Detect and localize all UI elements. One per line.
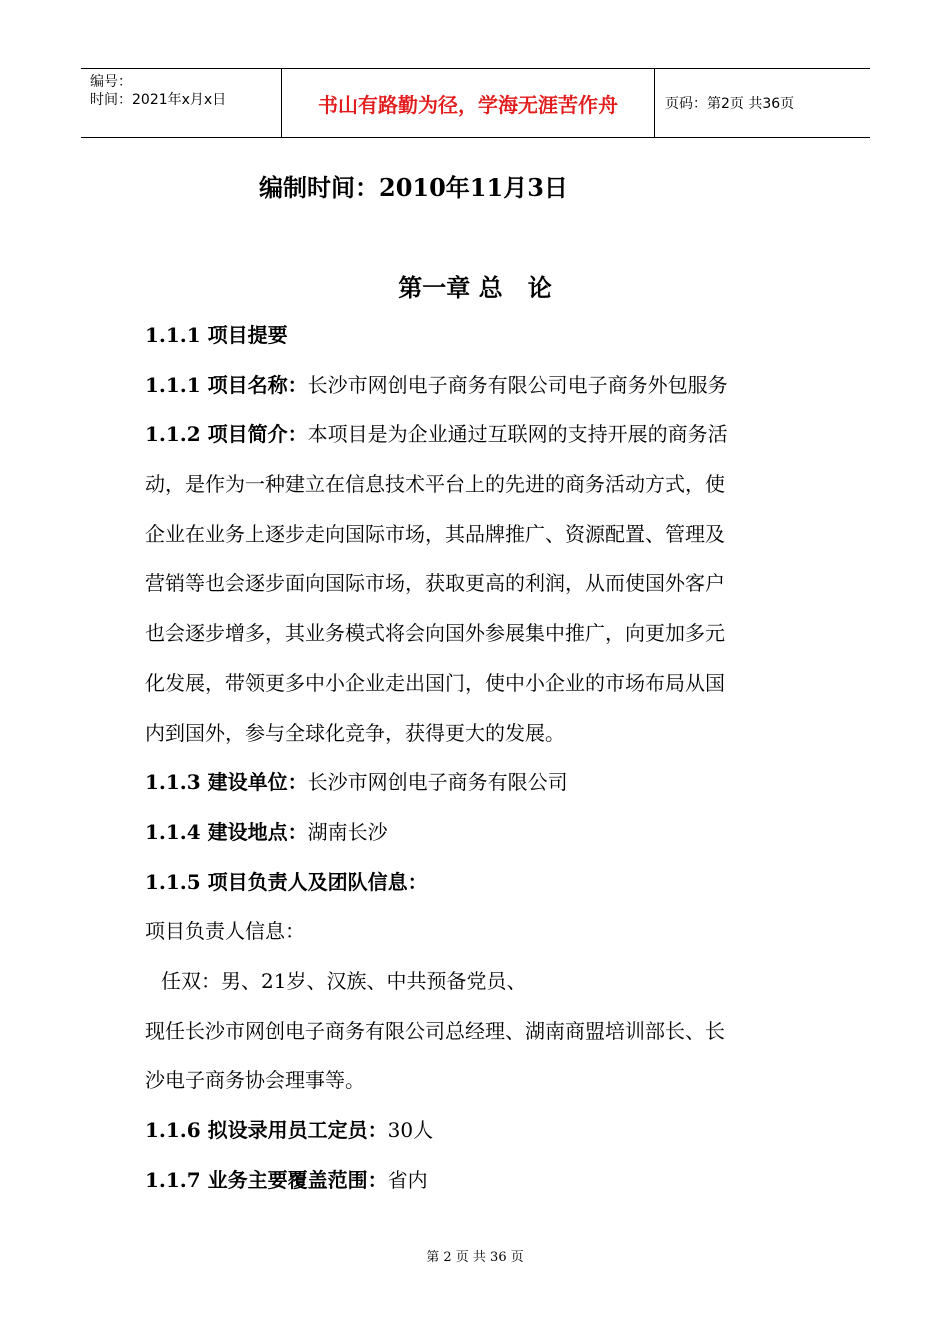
header-page-info: 页码：第2页 共36页: [665, 96, 795, 112]
text-line: [145, 361, 810, 411]
text-line: [145, 1056, 810, 1106]
text-line: [145, 957, 810, 1007]
compile-time: 编制时间：2010年11月3日: [259, 173, 568, 202]
text-line: [145, 460, 810, 510]
line-text: 湖南长沙: [307, 819, 388, 844]
time-label: 时间：2021年x月x日: [90, 92, 227, 108]
line-text: 长沙市网创电子商务有限公司: [307, 770, 568, 795]
line-label: 1.1.2 项目简介：: [145, 422, 308, 447]
line-text: 长沙市网创电子商务有限公司电子商务外包服务: [307, 372, 728, 397]
line-label: 1.1.6 拟设录用员工定员：: [145, 1118, 388, 1142]
text-line: [145, 1106, 810, 1156]
line-text: 任双：男、21岁、汉族、中共预备党员、: [161, 968, 527, 993]
number-label: 编号：: [90, 74, 132, 90]
line-text: 项目负责人信息：: [145, 919, 305, 944]
line-text: 本项目是为企业通过互联网的支持开展的商务活: [307, 422, 728, 447]
line-text: 30人: [387, 1118, 434, 1142]
header-motto: 书山有路勤为径，学海无涯苦作舟: [282, 69, 655, 137]
line-label: 1.1.1 项目提要: [145, 323, 288, 347]
line-label: 1.1.5 项目负责人及团队信息：: [145, 869, 428, 894]
line-text: 营销等也会逐步面向国际市场，获取更高的利润，从而使国外客户: [145, 571, 725, 596]
text-line: [145, 559, 810, 609]
text-line: [145, 907, 810, 957]
line-text: 现任长沙市网创电子商务有限公司总经理、湖南商盟培训部长、长: [145, 1018, 725, 1043]
line-text: 内到国外，参与全球化竞争，获得更大的发展。: [145, 720, 565, 745]
line-text: 省内: [387, 1167, 428, 1192]
text-line: [145, 808, 810, 858]
line-text: 化发展，带领更多中小企业走出国门，使中小企业的市场布局从国: [145, 670, 725, 695]
line-text: 沙电子商务协会理事等。: [145, 1068, 365, 1093]
line-text: 也会逐步增多，其业务模式将会向国外参展集中推广，向更加多元: [145, 621, 725, 646]
text-line: [145, 858, 810, 908]
text-line: [145, 311, 810, 361]
header-meta: [81, 69, 282, 137]
line-label: 1.1.1 项目名称：: [145, 372, 308, 397]
text-line: [145, 510, 810, 560]
line-label: 1.1.4 建设地点：: [145, 819, 308, 844]
text-line: [145, 1156, 810, 1206]
text-line: [145, 410, 810, 460]
line-text: 企业在业务上逐步走向国际市场，其品牌推广、资源配置、管理及: [145, 521, 725, 546]
text-line: [145, 609, 810, 659]
line-label: 1.1.7 业务主要覆盖范围：: [145, 1167, 388, 1192]
body-text: [145, 311, 810, 1205]
text-line: [145, 1007, 810, 1057]
line-label: 1.1.3 建设单位：: [145, 770, 308, 795]
text-line: [145, 709, 810, 759]
text-line: [145, 758, 810, 808]
text-line: [145, 659, 810, 709]
page-footer: 第 2 页 共 36 页: [426, 1250, 524, 1265]
header-table: [81, 68, 870, 138]
line-text: 动，是作为一种建立在信息技术平台上的先进的商务活动方式，使: [145, 472, 725, 497]
chapter-title: 第一章 总 论: [398, 273, 552, 302]
